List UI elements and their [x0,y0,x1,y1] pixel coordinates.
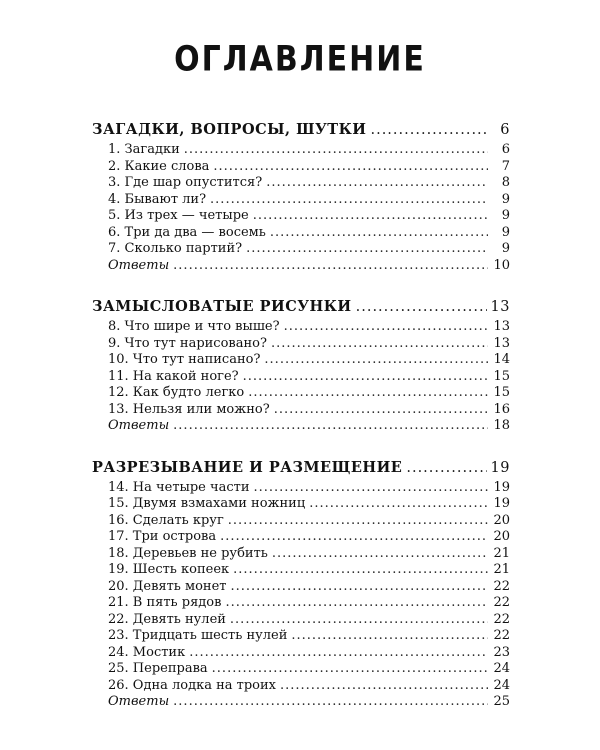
section-heading[interactable] [92,456,510,480]
dot-leader [284,319,488,336]
toc-entry[interactable] [92,352,510,369]
page-number: 19 [493,496,510,511]
page-number: 9 [501,191,510,207]
toc-entry[interactable] [92,402,510,419]
dot-leader [253,208,488,225]
toc-entry[interactable] [92,175,510,192]
toc-entry[interactable] [92,529,510,546]
answers-entry[interactable] [92,258,510,275]
toc-entry-label: 24. Мостик [108,644,186,660]
toc-entry[interactable] [92,645,510,662]
answers-entry-label: Ответы [108,257,170,273]
page-number: 22 [493,578,510,594]
table-of-contents [92,118,510,732]
toc-entry-label: 5. Из трех — четыре [108,208,249,223]
toc-entry-label: 18. Деревьев не рубить [108,545,268,561]
section-heading[interactable] [92,118,510,142]
toc-entry-label: 4. Бывают ли? [108,191,207,207]
toc-entry-label: 22. Девять нулей [108,611,226,627]
toc-entry-label: 2. Какие слова [108,158,210,174]
toc-entry-label: 23. Тридцать шесть нулей [108,628,288,643]
page-number: 21 [493,562,510,577]
page-number: 18 [493,418,510,433]
toc-entry-label: 13. Нельзя или можно? [108,401,270,417]
page-number: 13 [493,319,510,334]
toc-entry[interactable] [92,513,510,530]
dot-leader [291,628,488,645]
section-heading-label: ЗАГАДКИ, ВОПРОСЫ, ШУТКИ [92,121,367,138]
page-number: 15 [493,368,510,384]
toc-entry[interactable] [92,385,510,402]
toc-entry[interactable] [92,562,510,579]
answers-entry[interactable] [92,418,510,435]
answers-entry[interactable] [92,694,510,711]
toc-section [92,456,510,711]
toc-entry[interactable] [92,192,510,209]
toc-entry[interactable] [92,225,510,242]
page-number: 9 [501,224,510,240]
toc-entry-label: 14. На четыре части [108,479,250,495]
page-number: 10 [493,257,510,273]
page-number: 15 [493,385,510,400]
dot-leader [266,175,488,192]
page-number: 13 [490,299,510,315]
toc-entry[interactable] [92,159,510,176]
page-number: 14 [493,352,510,367]
toc-entry[interactable] [92,142,510,159]
page-number: 6 [501,142,510,157]
toc-entry-label: 17. Три острова [108,529,217,544]
page-number: 9 [501,241,510,256]
toc-entry[interactable] [92,546,510,563]
page-number: 7 [501,158,510,174]
toc-entry[interactable] [92,480,510,497]
toc-entry-label: 16. Сделать круг [108,512,224,528]
toc-entry-label: 20. Девять монет [108,578,227,594]
toc-entry[interactable] [92,319,510,336]
page-number: 25 [493,694,510,709]
page-number: 23 [493,644,510,660]
page-number: 16 [493,401,510,417]
answers-entry-label: Ответы [108,694,170,709]
toc-entry-label: 3. Где шар опустится? [108,175,263,190]
toc-entry-label: 6. Три да два — восемь [108,224,266,240]
page-number: 19 [493,479,510,495]
dot-leader [230,579,488,596]
toc-entry-label: 1. Загадки [108,142,180,157]
dot-leader [280,678,488,695]
toc-section [92,295,510,435]
dot-leader [370,118,488,142]
dot-leader [248,385,488,402]
dot-leader [220,529,488,546]
toc-entry[interactable] [92,628,510,645]
page-number: 20 [493,512,510,528]
page-number: 9 [501,208,510,223]
toc-entry[interactable] [92,496,510,513]
dot-leader [271,336,488,353]
dot-leader [274,402,488,419]
section-heading[interactable] [92,295,510,319]
page-number: 24 [493,677,510,693]
dot-leader [173,258,488,275]
dot-leader [184,142,488,159]
toc-entry-label: 10. Что тут написано? [108,352,261,367]
toc-entry[interactable] [92,369,510,386]
section-heading-label: РАЗРЕЗЫВАНИЕ И РАЗМЕЩЕНИЕ [92,458,403,476]
toc-entry-label: 25. Переправа [108,661,208,676]
toc-entry[interactable] [92,678,510,695]
page-number: 22 [493,628,510,643]
page-number: 21 [493,545,510,561]
toc-entry-label: 9. Что тут нарисовано? [108,335,267,351]
dot-leader [233,562,488,579]
dot-leader [264,352,488,369]
dot-leader [228,513,488,530]
toc-entry-label: 8. Что шире и что выше? [108,319,280,334]
dot-leader [225,595,488,612]
page-number: 19 [490,459,510,476]
dot-leader [309,496,488,513]
dot-leader [213,159,488,176]
dot-leader [356,295,487,319]
toc-entry-label: 7. Сколько партий? [108,241,243,256]
dot-leader [212,661,488,678]
toc-entry[interactable] [92,661,510,678]
toc-section [92,118,510,274]
dot-leader [246,241,488,258]
dot-leader [189,645,488,662]
toc-entry[interactable] [92,336,510,353]
page-number: 6 [500,122,510,138]
toc-entry-label: 15. Двумя взмахами ножниц [108,496,306,511]
toc-entry-label: 26. Одна лодка на троих [108,677,276,693]
toc-entry[interactable] [92,612,510,629]
toc-entry[interactable] [92,208,510,225]
dot-leader [406,456,486,480]
dot-leader [243,369,488,386]
toc-entry-label: 12. Как будто легко [108,385,245,400]
toc-entry[interactable] [92,595,510,612]
dot-leader [173,418,488,435]
answers-entry-label: Ответы [108,418,170,433]
dot-leader [173,694,488,711]
page-number: 22 [493,595,510,610]
page-number: 20 [493,529,510,544]
toc-entry-label: 21. В пять рядов [108,595,222,610]
page-number: 13 [493,335,510,351]
toc-entry[interactable] [92,579,510,596]
section-heading-label: ЗАМЫСЛОВАТЫЕ РИСУНКИ [92,298,352,315]
toc-entry-label: 11. На какой ноге? [108,368,239,384]
dot-leader [230,612,488,629]
page-number: 22 [493,611,510,627]
page-number: 24 [493,661,510,676]
dot-leader [270,225,488,242]
page-number: 8 [501,175,510,190]
dot-leader [272,546,488,563]
toc-entry-label: 19. Шесть копеек [108,562,230,577]
dot-leader [253,480,488,497]
page-title: ОГЛАВЛЕНИЕ [174,39,426,80]
dot-leader [210,192,488,209]
toc-entry[interactable] [92,241,510,258]
